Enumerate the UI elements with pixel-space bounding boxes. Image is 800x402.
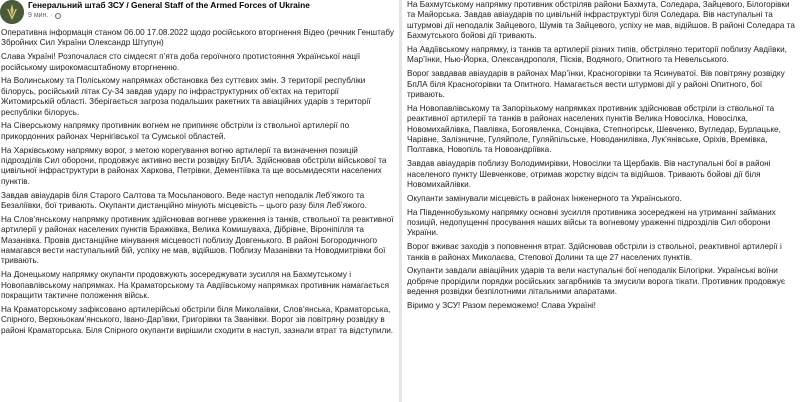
post-paragraph: На Південнобузькому напрямку основні зусилля противника зосереджені на утриманні займаних позицій, недопущенні просування наших військ та вогневому ураженні підрозділів Сил оборони України.: [407, 207, 776, 238]
globe-icon: [55, 13, 61, 19]
post-paragraph: Оперативна інформація станом 06.00 17.08.2022 щодо російського вторгнення Відео (речник Генштабу Збройних Сил України Олександр Штупун): [1, 28, 394, 48]
post-paragraph: На Новопавлівському та Запорізькому напрямках противник здійснював обстріли із ствольної та реактивної артилерії та танків в районах населених пунктів Велика Новосілка, Новосілка, Новомихайлівка, Павлівка, Богоявленка, Сонцівка, Степногірськ, Шевченко, Вугледар, Бурлацьке, Чарівне, Залізничне, Гуляйполе, Гуляйпільське, Новоданилівка, Лук’янівське, Оріхів, Времівка, Полтавка, Новопіль та Новоандріївка.: [407, 103, 781, 155]
post-header: [0, 0, 396, 24]
post-paragraph: На Авдіївському напрямку, із танків та артилерії різних типів, обстріляно території поблизу Авдіївки, Мар’їнки, Нью-Йорка, Олександрополя, Пісків, Водяного, Опитного та Невельського.: [407, 45, 787, 65]
right-post-body: [405, 0, 800, 311]
post-time-link[interactable]: 9 мин.: [28, 12, 49, 20]
meta-separator: ·: [50, 12, 53, 20]
left-post-body: [0, 24, 396, 336]
post-paragraph: Завдав авіаударів біля Старого Салтова та Мосьпанового. Веде наступ неподалік Лебʼяжого та Безаліївки, бої тривають. Окупанти дистанційно мінують місцевість – цього разу біля Лебʼяжого.: [1, 190, 367, 211]
post-paragraph: На Сіверському напрямку противник вогнем не припиняє обстріли із ствольної артилерії по прикордонних районах Чернігівської та Сумської областей.: [1, 121, 350, 141]
post-paragraph: Віримо у ЗСУ! Разом переможемо! Слава Україні!: [407, 301, 596, 311]
post-paragraph: На Краматорському зафіксовано артилерійські обстріли біля Миколаївки, Слов’янська, Краматорська, Спірного, Верхньокам’янського, Івано-Дар’івки, Григорівки та Званівки. Ворог зів повітряну розвідку в районі Краматорська. Біля Спірного окупанти вирішили сходити в наступ, зазнали втрат та відступили.: [1, 304, 394, 335]
post-paragraph: Окупанти завдали авіаційних ударів та вели наступальні бої неподалік Білогірки. Українські воїни добряче прорідили порядки російських загарбників та змусили ворога тікати. Противник продовжує ведення розвідки безпілотними літальними апаратами.: [407, 266, 786, 297]
post-author-link[interactable]: Генеральний штаб ЗСУ / General Staff of the Armed Forces of Ukraine: [28, 0, 310, 10]
post-paragraph: На Донецькому напрямку окупанти продовжують зосереджувати зусилля на Бахмутському і Новопавлівському напрямках. На Краматорському та Авдіївському напрямках противник намагається покращити тактичне положення військ.: [1, 270, 390, 301]
post-paragraph: На Харківському напрямку ворог, з метою корегування вогню артилерії та визначення позицій підрозділів Сил оборони, продовжує активно вести розвідку БпЛА. Здійснював обстріли військової та цивільної інфраструктури в районах Харкова, Петрівки, Дементіївка та ще восьмидесяти населених пунктів.: [1, 145, 387, 186]
right-post-column: [405, 0, 800, 402]
post-paragraph: На Волинському та Поліському напрямках обстановка без суттєвих змін. З території республіки білорусь, російський літак Су-34 завдав удару по інфраструктурних об’єктах на території Житомирській області. Зберігається загроза подальших ракетних та авіаційних ударів з території республіки білорусь.: [1, 76, 371, 117]
post-paragraph: Ворог вживає заходів з поповнення втрат. Здійснював обстріли із ствольної, реактивної артилерії і танків в районах Миколаєва, Степової Долини та ще 27 населених пунктів.: [407, 242, 782, 262]
post-paragraph: Ворог завдавав авіаударів в районах Мар’їнки, Красногорівки та Ясинуватої. Вів повітряну розвідку БпЛА біля Красногорівки та Опитного. Намагається вести штурмові дії у районі Опитного, бої тривають.: [407, 69, 785, 100]
post-paragraph: Слава Україні! Розпочалася сто сімдесят п’ята доба героїчного протистояння Української нації російському широкомасштабному вторгненню.: [1, 52, 361, 72]
column-divider: [399, 0, 402, 402]
post-paragraph: Завдав авіаударів поблизу Володимирівки, Новосілки та Щербаків. Вів наступальні бої в районі населеного пункту Шевченкове, отримав жорстку відсіч та відійшов. Тривають бойові дії біля Новомихайлівки.: [407, 159, 771, 190]
page-avatar-icon[interactable]: [0, 0, 24, 24]
post-paragraph: На Слов’янському напрямку противник здійснював вогневе ураження із танків, ствольної та реактивної артилерії у районах населених пунктів Бражківка, Велика Комишуваха, Дібрівне, Віроніпілля та Мазанівка. Провів дистанційне мінування місцевості поблизу Довгенького. В районі Богородичного намагався вести наступальний бій, успіху не мав, відійшов. Поблизу Мазанівки та Новодмитрівки бої тривають.: [1, 214, 394, 266]
post-meta: [28, 12, 310, 19]
post-paragraph: На Бахмутському напрямку противник обстріляв райони Бахмута, Соледара, Зайцевого, Білогорівки та Майорська. Завдав авіаударів по цивільній інфраструктурі біля Соледара. Вів наступальні та штурмові дії неподалік Зайцевого, Шумів та Зайцевого, успіху не мав, відійшов. В районі Соледара та Бахмутського бойові дії тривають.: [407, 0, 795, 41]
post-paragraph: Окупанти замінували місцевість в районах Інженерного та Українського.: [407, 193, 682, 203]
left-post-column: [0, 0, 396, 402]
